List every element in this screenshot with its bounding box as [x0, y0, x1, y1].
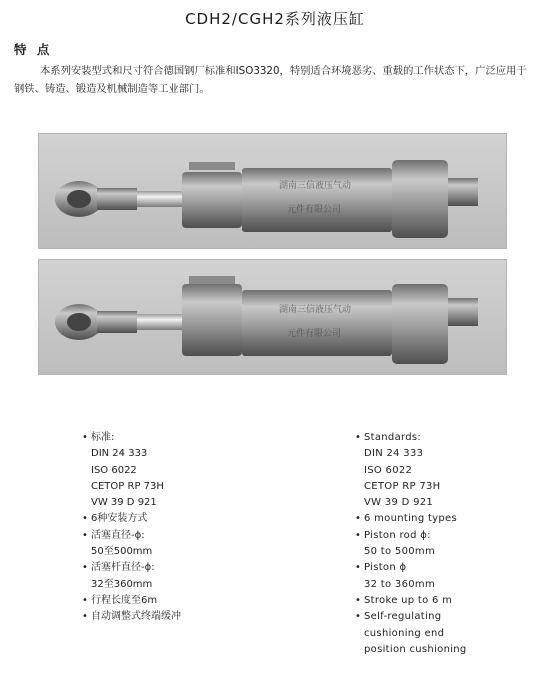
cylinder-photo-2	[38, 259, 507, 375]
spec-text: 50 to 500mm	[364, 546, 435, 558]
bullet-icon: •	[82, 594, 88, 606]
bullet-icon: •	[82, 529, 88, 541]
spec-item	[82, 577, 181, 593]
bullet-icon: •	[82, 562, 88, 574]
bullet-icon: •	[355, 562, 362, 574]
spec-item	[82, 528, 181, 544]
photo-label-2: 元件有限公司	[287, 205, 342, 215]
spec-text: 自动调整式终端缓冲	[91, 611, 181, 623]
spec-text: 标准:	[91, 432, 115, 443]
spec-item	[82, 609, 181, 625]
spec-text: CETOP RP 73H	[364, 480, 441, 492]
spec-item	[82, 544, 181, 560]
spec-text: DIN 24 333	[91, 448, 148, 460]
spec-item	[82, 495, 181, 511]
spec-text: 行程长度至6m	[91, 594, 158, 606]
hydraulic-cylinder-image	[39, 260, 506, 374]
page-title: CDH2/CGH2系列液压缸	[185, 10, 365, 28]
features-heading: 特 点	[14, 42, 53, 57]
spec-text: ISO 6022	[91, 464, 137, 476]
photo-label-2: 元件有限公司	[287, 329, 342, 339]
spec-item	[355, 463, 467, 479]
spec-text: 32 to 360mm	[364, 578, 435, 590]
spec-item	[82, 479, 181, 495]
bullet-icon: •	[355, 611, 362, 623]
bullet-icon: •	[355, 513, 362, 525]
spec-item	[355, 495, 467, 511]
spec-text: 6种安装方式	[91, 513, 148, 525]
spec-item	[355, 642, 467, 658]
spec-item	[355, 511, 467, 527]
spec-item	[355, 544, 467, 560]
spec-item	[82, 560, 181, 576]
cylinder-photo-1	[38, 133, 507, 249]
spec-text: Standards:	[364, 432, 422, 443]
spec-text: 活塞杆直径-ϕ:	[91, 562, 155, 574]
spec-text: 50至500mm	[91, 546, 153, 558]
specs-list-chinese	[82, 430, 181, 626]
spec-item	[355, 560, 467, 576]
hydraulic-cylinder-image	[39, 134, 506, 248]
spec-text: VW 39 D 921	[364, 497, 434, 509]
spec-item	[355, 609, 467, 625]
bullet-icon: •	[355, 529, 362, 541]
spec-text: position cushioning	[364, 643, 467, 655]
spec-item	[82, 430, 181, 446]
photo-label-1: 湖南三信液压气动	[279, 181, 352, 191]
bullet-icon: •	[355, 594, 362, 606]
spec-text: 32至360mm	[91, 578, 153, 590]
spec-text: DIN 24 333	[364, 448, 424, 460]
spec-item	[82, 511, 181, 527]
bullet-icon: •	[82, 611, 88, 623]
spec-item	[82, 463, 181, 479]
spec-item	[355, 446, 467, 462]
spec-text: ISO 6022	[364, 464, 413, 476]
spec-text: 活塞直径-ϕ:	[91, 529, 145, 541]
spec-text: Piston ϕ	[364, 562, 407, 574]
spec-item	[355, 626, 467, 642]
spec-text: Stroke up to 6 m	[364, 594, 453, 606]
photo-label-1: 湖南三信液压气动	[279, 305, 352, 315]
spec-text: CETOP RP 73H	[91, 480, 164, 492]
bullet-icon: •	[82, 513, 88, 525]
spec-text: 6 mounting types	[364, 513, 457, 525]
bullet-icon: •	[355, 432, 362, 443]
specs-list-english	[355, 430, 467, 658]
bullet-icon: •	[82, 432, 88, 443]
intro-paragraph: 本系列安装型式和尺寸符合德国钢厂标准和ISO3320，特别适合环境恶劣、重载的工作状态下，广泛应用于钢铁、铸造、锻造及机械制造等工业部门。	[14, 65, 527, 95]
spec-text: Piston rod ϕ:	[364, 529, 431, 541]
spec-text: cushioning end	[364, 627, 445, 639]
spec-item	[355, 528, 467, 544]
spec-item	[355, 479, 467, 495]
spec-text: Self-regulating	[364, 611, 442, 623]
spec-item	[355, 430, 467, 446]
spec-item	[82, 593, 181, 609]
spec-text: VW 39 D 921	[91, 497, 157, 509]
spec-item	[355, 577, 467, 593]
spec-item	[355, 593, 467, 609]
spec-item	[82, 446, 181, 462]
